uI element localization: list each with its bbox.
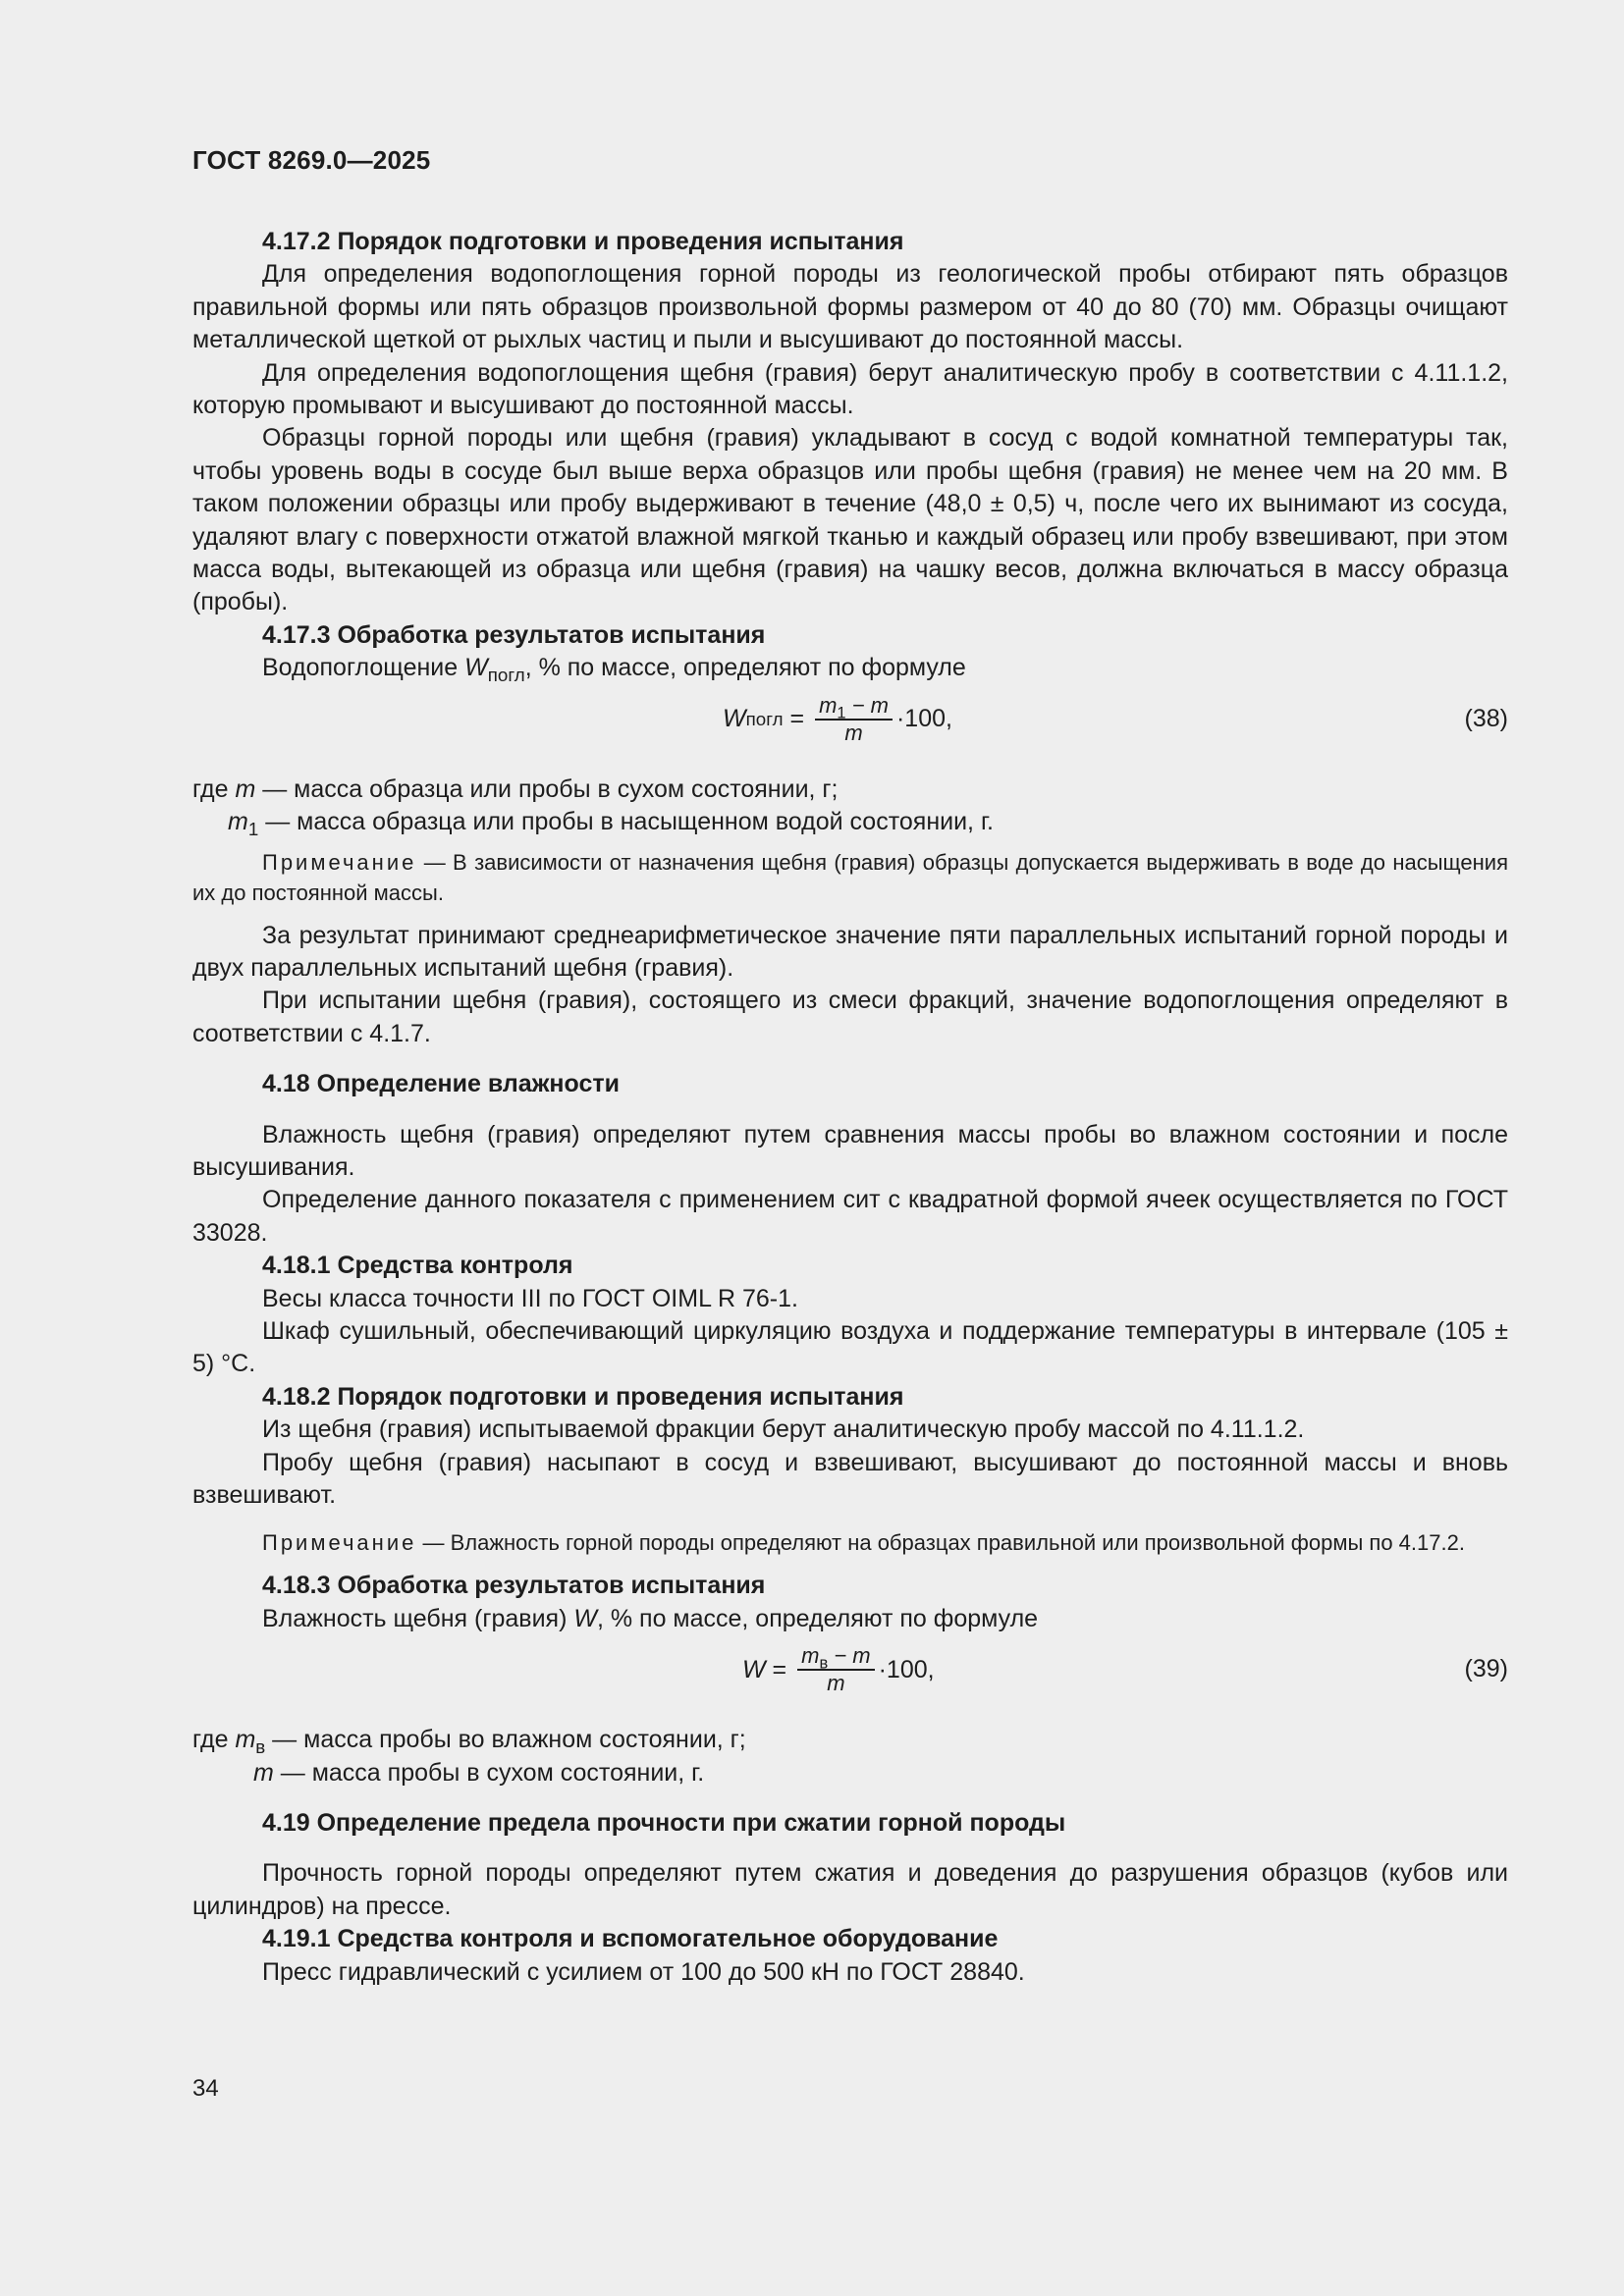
paragraph: Из щебня (гравия) испытываемой фракции берут аналитическую пробу массой по 4.11.1.2.: [262, 1415, 1305, 1444]
heading-4-18-2: 4.18.2 Порядок подготовки и проведения испытания: [262, 1382, 904, 1411]
paragraph: Для определения водопоглощения щебня (гравия) берут аналитическую пробу в соответствии с 4.11.1.2, которую промывают и высушивают до постоянной массы.: [192, 358, 1508, 420]
formula-expression: W = $\frac{m_в - m}{m}$ ·100,: [742, 1643, 935, 1696]
paragraph: Образцы горной породы или щебня (гравия) укладывают в сосуд с водой комнатной температуры так, чтобы уровень воды в сосуде был выше верха образцов или пробы щебня (гравия) не менее чем на 20 мм. В таком положении образцы или пробу выдерживают в течение (48,0 ± 0,5) ч, после чего их вынимают из сосуда, удаляют влагу с поверхности отжатой влажной мягкой тканью и каждый образец или пробу взвешивают, при этом масса воды, вытекающей из образца или щебня (гравия) на чашку весов, должна включаться в массу образца (пробы).: [192, 424, 1508, 616]
heading-4-17-3: 4.17.3 Обработка результатов испытания: [262, 620, 766, 649]
fraction: $\frac{m_в - m}{m}$: [797, 1643, 875, 1696]
paragraph: При испытании щебня (гравия), состоящего из смеси фракций, значение водопоглощения определяют в соответствии с 4.1.7.: [192, 987, 1508, 1047]
paragraph: Пресс гидравлический с усилием от 100 до 500 кН по ГОСТ 28840.: [262, 1957, 1025, 1986]
paragraph: Пробу щебня (гравия) насыпают в сосуд и взвешивают, высушивают до постоянной массы и вновь взвешивают.: [192, 1448, 1508, 1509]
note: Примечание — В зависимости от назначения щебня (гравия) образцы допускается выдерживать в воде до насыщения их до постоянной массы.: [192, 849, 1508, 905]
page-number: 34: [192, 2075, 219, 2102]
formula-expression: W погл = $\frac{m_1 - m}{m}$ ·100,: [723, 692, 952, 745]
paragraph: Прочность горной породы определяют путем сжатия и доведения до разрушения образцов (кубов или цилиндров) на прессе.: [192, 1859, 1508, 1920]
formula-39: [192, 1643, 1508, 1710]
heading-4-18-1: 4.18.1 Средства контроля: [262, 1252, 573, 1280]
document-body: [192, 226, 1508, 1989]
formula-intro: Влажность щебня (гравия) W, % по массе, определяют по формуле: [262, 1604, 1039, 1632]
formula-38: [192, 693, 1508, 760]
document-header: ГОСТ 8269.0—2025: [192, 145, 431, 175]
legend-line: $m_1$ — масса образца или пробы в насыщенном водой состоянии, г.: [228, 808, 994, 840]
formula-number: (39): [1464, 1655, 1508, 1683]
paragraph: Влажность щебня (гравия) определяют путем сравнения массы пробы во влажном состоянии и после высушивания.: [192, 1120, 1508, 1181]
legend-line: m — масса пробы в сухом состоянии, г.: [253, 1758, 705, 1787]
heading-4-19: 4.19 Определение предела прочности при сжатии горной породы: [262, 1809, 1066, 1838]
heading-4-18: 4.18 Определение влажности: [262, 1070, 620, 1098]
paragraph: Для определения водопоглощения горной породы из геологической пробы отбирают пять образцов правильной формы или пять образцов произвольной формы размером от 40 до 80 (70) мм. Образцы очищают металлической щеткой от рыхлых частиц и пыли и высушивают до постоянной массы.: [192, 260, 1508, 354]
paragraph: Весы класса точности III по ГОСТ OIML R 76-1.: [262, 1284, 798, 1312]
heading-4-17-2: 4.17.2 Порядок подготовки и проведения испытания: [262, 228, 904, 255]
heading-4-18-3: 4.18.3 Обработка результатов испытания: [262, 1572, 766, 1600]
heading-4-19-1: 4.19.1 Средства контроля и вспомогательное оборудование: [262, 1925, 999, 1953]
formula-number: (38): [1464, 704, 1508, 732]
legend-line: где m — масса образца или пробы в сухом состоянии, г;: [192, 774, 839, 803]
legend-line: где $m_в$ — масса пробы во влажном состоянии, г;: [192, 1726, 746, 1758]
note: Примечание — Влажность горной породы определяют на образцах правильной или произвольной формы по 4.17.2.: [262, 1530, 1465, 1556]
formula-intro: Водопоглощение $W_{погл}$, % по массе, определяют по формуле: [262, 654, 966, 686]
paragraph: За результат принимают среднеарифметическое значение пяти параллельных испытаний горной породы и двух параллельных испытаний щебня (гравия).: [192, 921, 1508, 982]
paragraph: Шкаф сушильный, обеспечивающий циркуляцию воздуха и поддержание температуры в интервале (105 ± 5) °С.: [192, 1316, 1508, 1378]
paragraph: Определение данного показателя с применением сит с квадратной формой ячеек осуществляется по ГОСТ 33028.: [192, 1186, 1508, 1247]
fraction: $\frac{m_1 - m}{m}$: [815, 693, 893, 746]
